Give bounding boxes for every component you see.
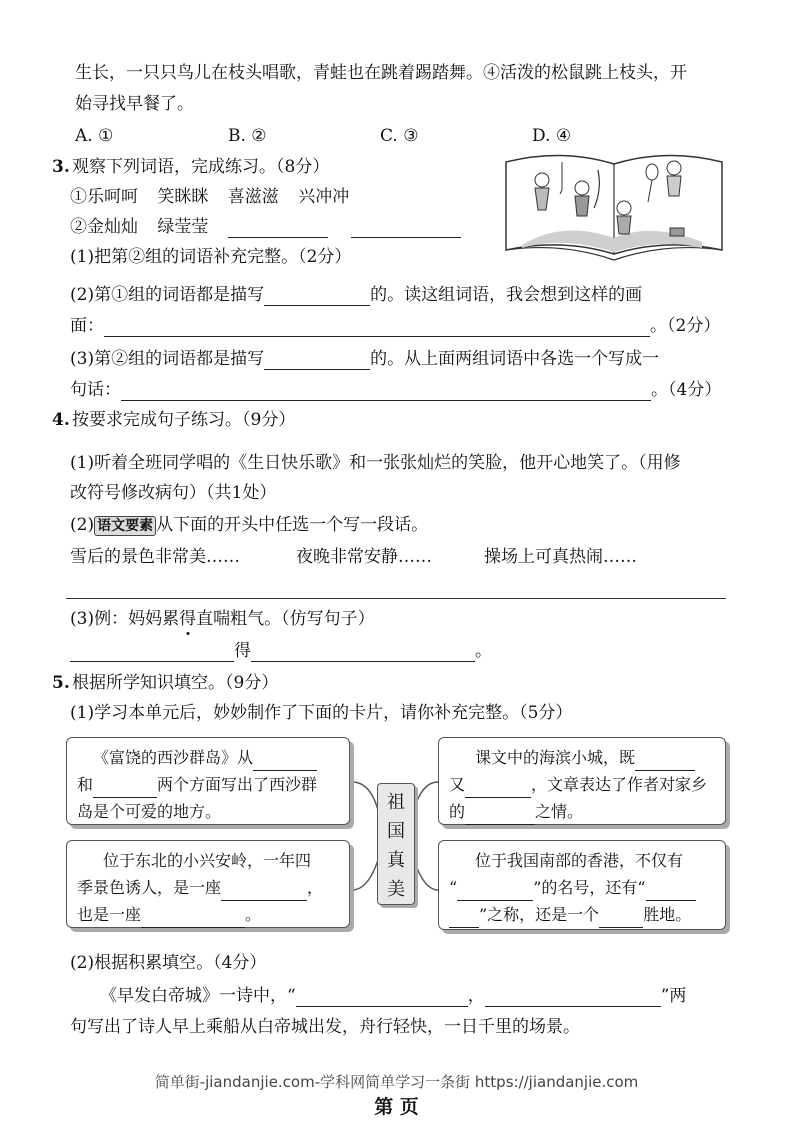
card-text: 《富饶的西沙群岛》从: [93, 748, 254, 767]
q2-option-d: D. ④: [532, 126, 572, 146]
card-xisha: [66, 737, 350, 825]
q3-group2: [70, 216, 461, 238]
q3-sub3-blank[interactable]: [264, 351, 370, 370]
q3-blank[interactable]: [351, 219, 461, 238]
q3-sub2-text: 面：: [70, 316, 104, 336]
q3-number: 3.: [52, 157, 70, 177]
q4-sub1-line1: (1)听着全班同学唱的《生日快乐歌》和一张张灿烂的笑脸，他开心地笑了。（用修: [70, 453, 681, 473]
q3-sub2-text: 的。读这组词语，我会想到这样的画: [370, 285, 643, 305]
footer-watermark: 简单街-jiandanjie.com-学科网简单学习一条街 https://jiandanjie.com: [154, 1073, 639, 1091]
card-blank[interactable]: [93, 779, 157, 798]
card-text: “: [449, 878, 458, 897]
card-blank[interactable]: [646, 882, 696, 901]
card-blank[interactable]: [457, 882, 533, 901]
q4-starter-3: 操场上可真热闹……: [484, 547, 637, 567]
q5-poem-line1: [100, 985, 686, 1007]
q4-sub2-prefix: (2): [70, 515, 95, 535]
q5-poem-text: 《早发白帝城》一诗中，“: [100, 986, 296, 1006]
q4-title: 按要求完成句子练习。（9分）: [72, 410, 296, 430]
q4-sub2-answer-line[interactable]: [66, 598, 726, 599]
q3-sub3-score: 。（4分）: [651, 380, 722, 400]
q3-title: 观察下列词语，完成练习。（8分）: [72, 157, 330, 177]
center-char: 国: [387, 821, 405, 842]
q5-poem-text: ”两: [660, 986, 687, 1006]
card-text: ”之称，还是一个: [479, 905, 600, 924]
q3-blank[interactable]: [228, 219, 328, 238]
q3-sub2-line1: [70, 284, 642, 306]
card-blank[interactable]: [599, 909, 643, 928]
q4-sub3-text: 。: [475, 641, 492, 661]
card-text: 课文中的海滨小城，既: [475, 748, 636, 767]
q5-number: 5.: [52, 673, 70, 693]
q5-sub2: (2)根据积累填空。（4分）: [70, 953, 267, 973]
card-text: 位于东北的小兴安岭，一年四: [103, 851, 312, 870]
q4-sub2: [70, 514, 428, 536]
card-haibin: [438, 737, 726, 825]
q3-sub3-line2: [70, 379, 721, 401]
q2-text-line1: 生长，一只只鸟儿在枝头唱歌，青蛙也在跳着踢踏舞。④活泼的松鼠跳上枝头，开: [75, 63, 687, 83]
q3-sub2-answer-line[interactable]: [104, 318, 650, 337]
q4-number: 4.: [52, 410, 70, 430]
q3-group1-prefix: ①: [70, 187, 87, 207]
q3-group2-prefix: ②: [70, 217, 87, 237]
card-text: 之情。: [535, 802, 584, 821]
q3-group1: [70, 186, 349, 208]
q4-sub3-example: [70, 608, 375, 630]
center-char: 真: [387, 850, 405, 871]
card-xiaoxinganling: [66, 840, 350, 928]
card-text: ，文章表达了作者对家乡: [531, 775, 708, 794]
q5-sub1: (1)学习本单元后，妙妙制作了下面的卡片，请你补充完整。（5分）: [70, 703, 573, 723]
card-text: 岛是个可爱的地方。: [77, 802, 222, 821]
yuwen-yaosu-tag: 语文要素: [94, 516, 156, 536]
q3-word: 笑眯眯: [157, 187, 209, 207]
card-text: 季景色诱人，是一座: [77, 878, 222, 897]
q3-sub3-text: 句话：: [70, 380, 121, 400]
card-text: 两个方面写出了西沙群: [157, 775, 318, 794]
card-blank[interactable]: [449, 909, 479, 928]
card-text: ，: [307, 878, 324, 897]
center-char: 美: [387, 879, 405, 900]
q4-sub3-text: 得: [234, 641, 251, 661]
q3-sub1: (1)把第②组的词语补充完整。（2分）: [70, 247, 352, 267]
card-text: 也是一座: [77, 905, 142, 924]
q4-starter-1: 雪后的景色非常美……: [70, 547, 240, 567]
q3-sub3-line1: [70, 348, 659, 370]
q4-sub3-answer: [70, 640, 492, 662]
q3-sub3-text: (3)第②组的词语都是描写: [70, 349, 265, 369]
center-node-zuguo-zhenmei: [377, 783, 415, 905]
card-text: 位于我国南部的香港，不仅有: [475, 851, 684, 870]
q3-word: 乐呵呵: [87, 187, 138, 207]
card-text: ”的名号，还有“: [533, 878, 646, 897]
center-char: 祖: [387, 792, 405, 813]
card-blank[interactable]: [465, 806, 535, 825]
card-text: 胜地。: [643, 905, 692, 924]
q4-sub3-emphasis: 得: [179, 609, 197, 629]
q3-sub2-blank[interactable]: [264, 287, 370, 306]
card-blank[interactable]: [221, 882, 307, 901]
q2-option-b: B. ②: [228, 126, 267, 146]
q3-sub2-line2: [70, 315, 720, 337]
q5-poem-text: ，: [467, 986, 485, 1006]
q4-sub3-text: 直喘粗气。（仿写句子）: [196, 609, 375, 629]
q3-sub2-score: 。（2分）: [650, 316, 721, 336]
q3-word: 绿莹莹: [157, 217, 209, 237]
card-xianggang: [438, 840, 726, 930]
q2-text-line2: 始寻找早餐了。: [75, 94, 194, 114]
q3-sub3-answer-line[interactable]: [121, 382, 651, 401]
q4-sub2-text: 从下面的开头中任选一个写一段话。: [156, 515, 429, 535]
q5-poem-line2: 句写出了诗人早上乘船从白帝城出发，舟行轻快，一日千里的场景。: [70, 1017, 580, 1037]
page-number: 第 页: [374, 1096, 419, 1118]
q4-sub3-text: (3)例：妈妈累: [70, 609, 180, 629]
q4-sub1-line2: 改符号修改病句）（共1处）: [70, 483, 277, 503]
q5-poem-blank[interactable]: [296, 988, 468, 1007]
q3-word: 金灿灿: [87, 217, 138, 237]
card-text: 的: [449, 802, 466, 821]
q4-sub3-blank[interactable]: [251, 643, 475, 662]
q4-starter-2: 夜晚非常安静……: [296, 547, 432, 567]
card-blank[interactable]: [465, 779, 531, 798]
card-blank[interactable]: [141, 909, 245, 928]
book-children-illustration: [502, 150, 726, 262]
card-blank[interactable]: [253, 752, 317, 771]
q2-option-c: C. ③: [380, 126, 419, 146]
card-text: 又: [449, 775, 466, 794]
card-text: 。: [245, 905, 262, 924]
q4-sub3-blank[interactable]: [70, 643, 234, 662]
q3-word: 喜滋滋: [227, 187, 279, 207]
q3-sub3-text: 的。从上面两组词语中各选一个写成一: [370, 349, 660, 369]
card-blank[interactable]: [635, 752, 695, 771]
card-text: 和: [77, 775, 94, 794]
q3-sub2-text: (2)第①组的词语都是描写: [70, 285, 265, 305]
q3-word: 兴冲冲: [298, 187, 350, 207]
q2-option-a: A. ①: [75, 126, 114, 146]
q5-title: 根据所学知识填空。（9分）: [72, 673, 279, 693]
q5-poem-blank[interactable]: [485, 988, 661, 1007]
